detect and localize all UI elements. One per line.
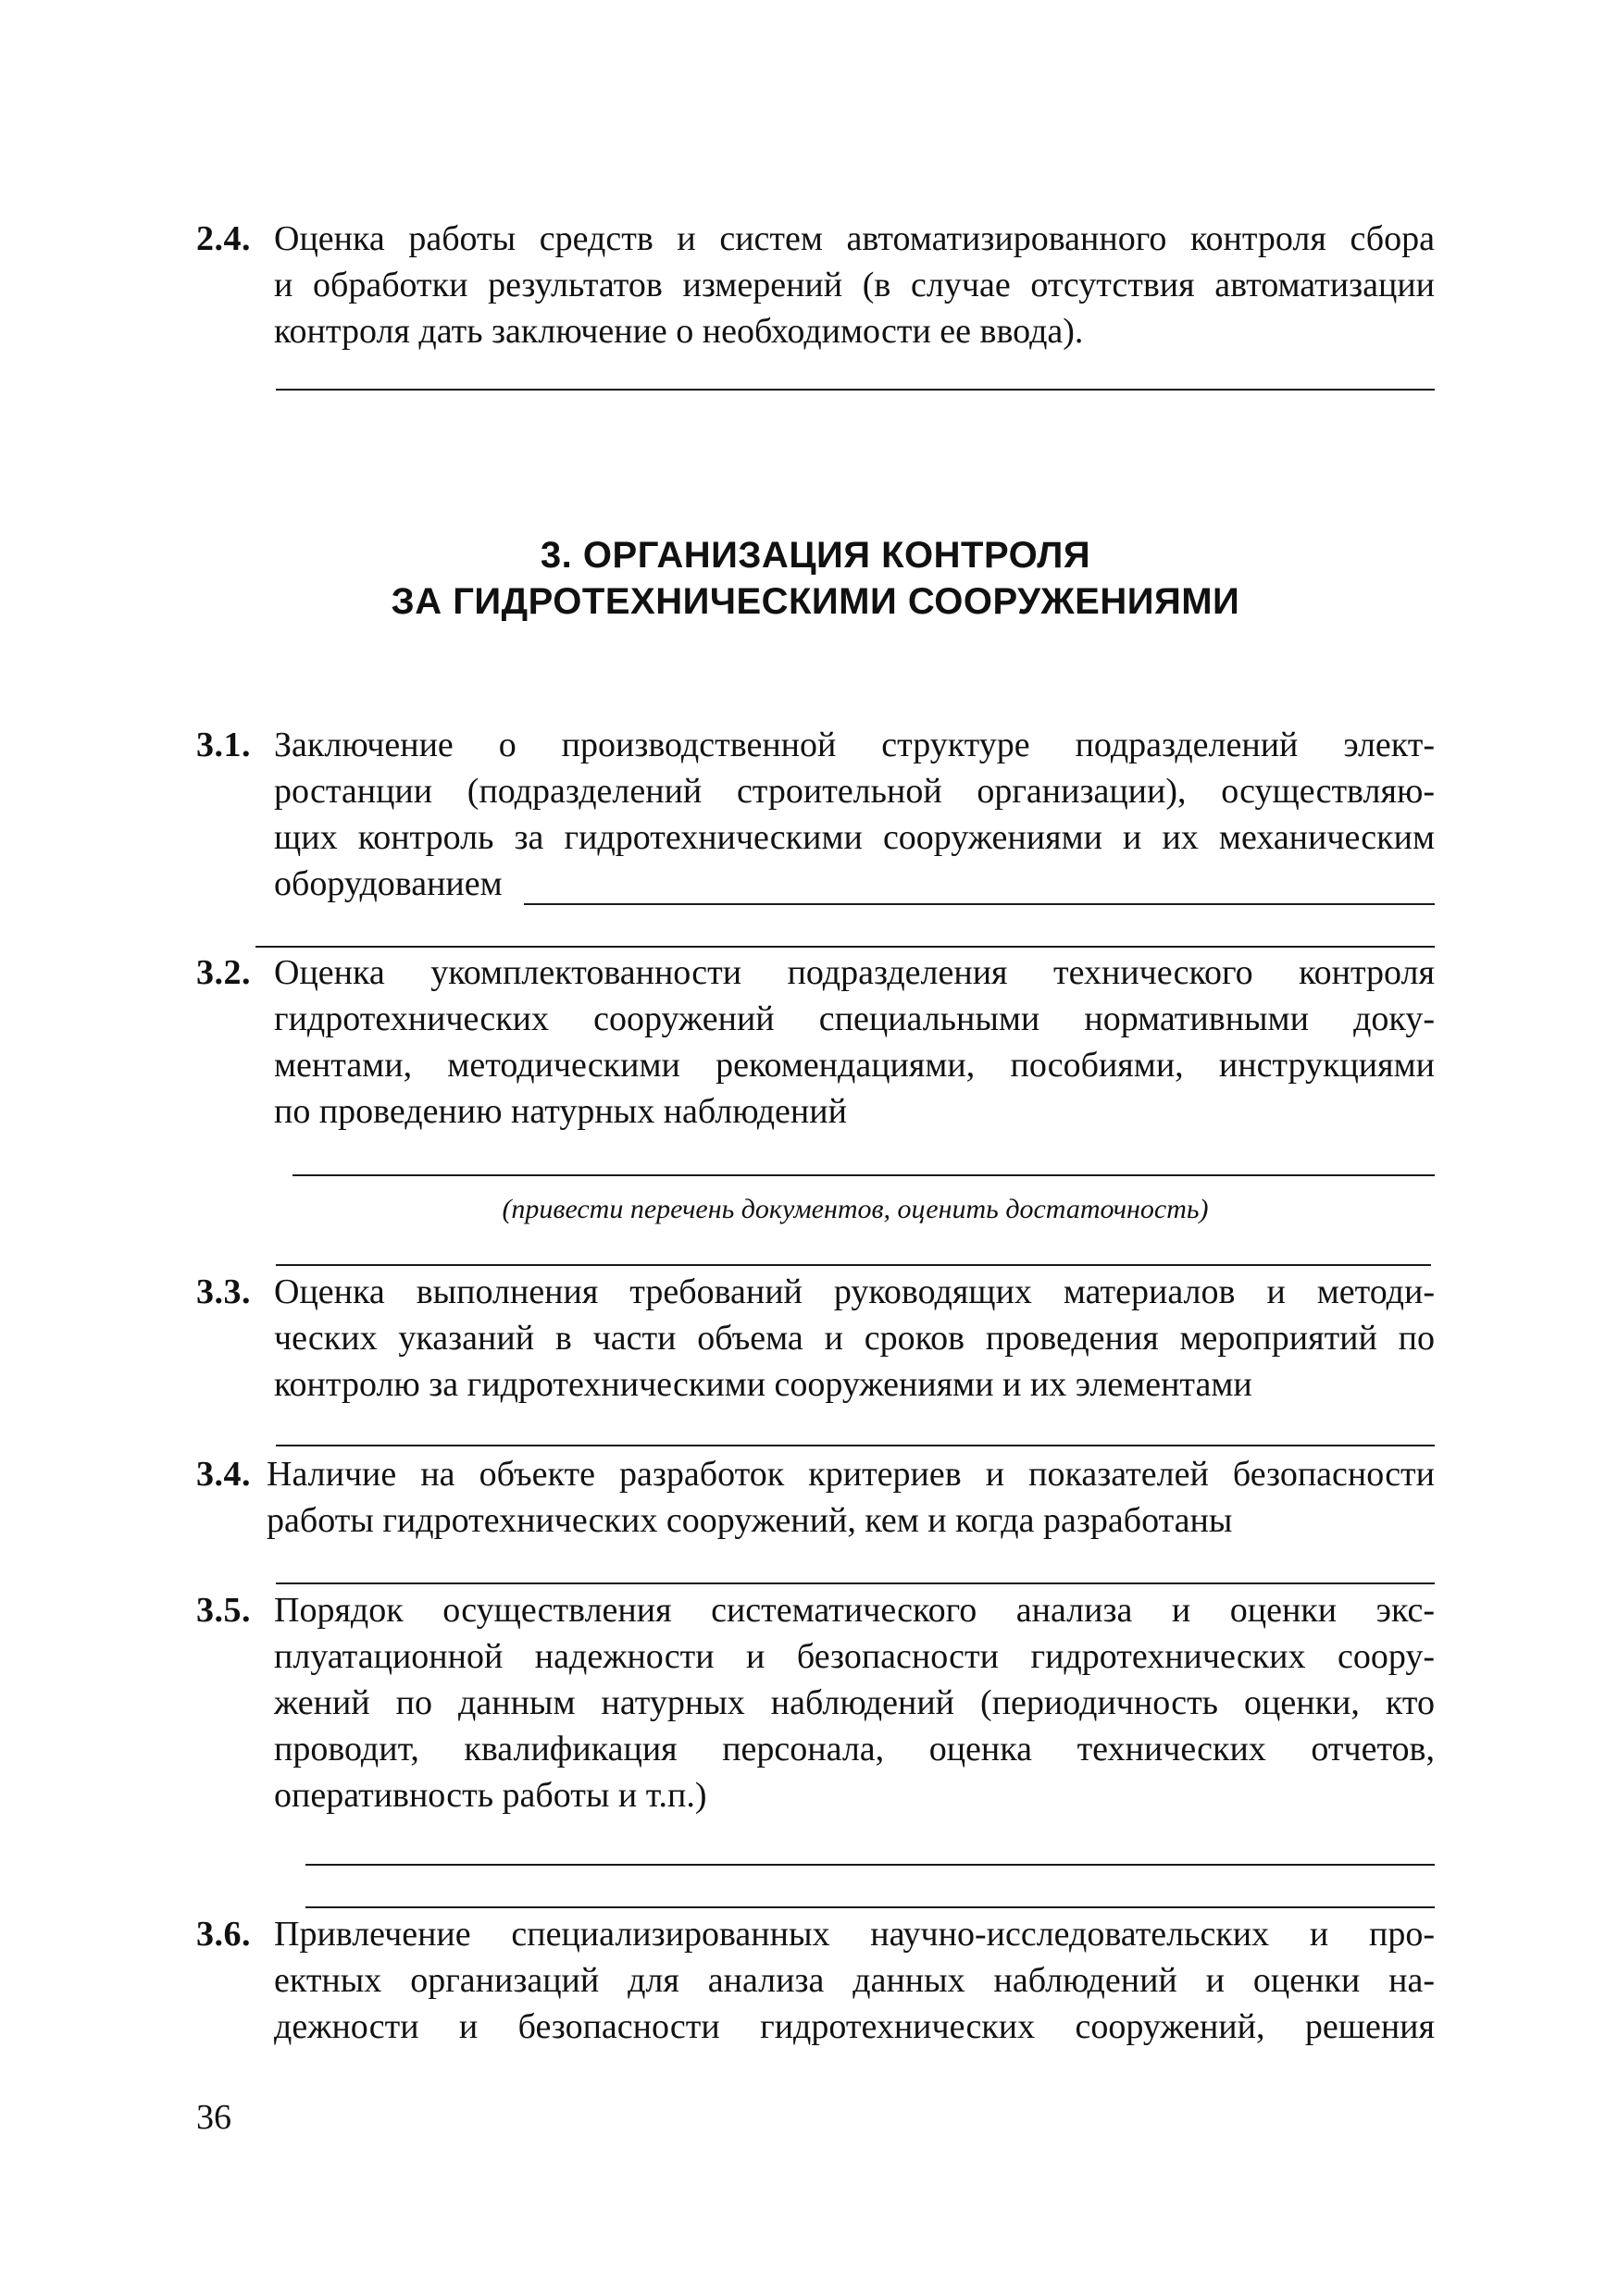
answer-line bbox=[276, 1582, 1435, 1584]
item-text-line: оперативность работы и т.п.) bbox=[274, 1776, 707, 1815]
section-heading-line: 3. ОРГАНИЗАЦИЯ КОНТРОЛЯ bbox=[540, 535, 1091, 576]
item-text-line: Наличие на объекте разработок критериев и показателей безопасности bbox=[267, 1455, 1435, 1494]
item-number: 3.6. bbox=[196, 1915, 251, 1954]
answer-line bbox=[292, 1174, 1435, 1176]
item-text-line: Привлечение специализированных научно-исследовательских и про- bbox=[274, 1915, 1435, 1954]
section-heading-line: ЗА ГИДРОТЕХНИЧЕСКИМИ СООРУЖЕНИЯМИ bbox=[391, 581, 1240, 622]
answer-line bbox=[305, 1864, 1435, 1866]
item-3-2 bbox=[196, 949, 1435, 1135]
answer-line bbox=[276, 389, 1435, 391]
item-text-line: и обработки результатов измерений (в случае отсутствия автоматизации bbox=[274, 266, 1435, 304]
item-text-line: щих контроль за гидротехническими сооружениями и их механическим bbox=[274, 818, 1435, 857]
item-3-3 bbox=[196, 1269, 1435, 1408]
answer-line bbox=[255, 946, 1435, 948]
answer-line bbox=[276, 1445, 1435, 1446]
item-text-line: гидротехнических сооружений специальными нормативными доку- bbox=[274, 999, 1435, 1038]
item-text-line: ческих указаний в части объема и сроков проведения мероприятий по bbox=[274, 1319, 1435, 1358]
page-number: 36 bbox=[196, 2098, 231, 2137]
item-text-line: жений по данным натурных наблюдений (периодичность оценки, кто bbox=[274, 1683, 1435, 1722]
item-number: 3.5. bbox=[196, 1591, 251, 1630]
item-text-line: работы гидротехнических сооружений, кем и когда разработаны bbox=[267, 1501, 1233, 1540]
item-text-line: плуатационной надежности и безопасности гидротехнических соору- bbox=[274, 1637, 1435, 1676]
caption-3-2: (привести перечень документов, оценить достаточность) bbox=[502, 1194, 1209, 1224]
item-text-line: ментами, методическими рекомендациями, пособиями, инструкциями bbox=[274, 1046, 1435, 1085]
item-number: 3.4. bbox=[196, 1455, 251, 1494]
item-text-line: контролю за гидротехническими сооружениями и их элементами bbox=[274, 1365, 1252, 1404]
item-text-line: Оценка работы средств и систем автоматизированного контроля сбора bbox=[274, 219, 1435, 258]
item-3-4 bbox=[196, 1451, 1435, 1544]
answer-line bbox=[305, 1906, 1435, 1908]
item-number: 2.4. bbox=[196, 219, 251, 258]
item-text-line: по проведению натурных наблюдений bbox=[274, 1092, 847, 1131]
item-3-5 bbox=[196, 1587, 1435, 1818]
item-text-line: дежности и безопасности гидротехнических сооружений, решения bbox=[274, 2007, 1435, 2046]
item-text-line: Оценка укомплектованности подразделения технического контроля bbox=[274, 953, 1435, 992]
item-text-line: Заключение о производственной структуре подразделений элект- bbox=[274, 726, 1435, 764]
answer-line bbox=[276, 1264, 1431, 1266]
item-text-line: оборудованием bbox=[274, 864, 503, 903]
item-number: 3.2. bbox=[196, 953, 251, 992]
item-text-line: ектных организаций для анализа данных наблюдений и оценки на- bbox=[274, 1961, 1435, 2000]
answer-line bbox=[524, 903, 1435, 905]
item-3-1 bbox=[196, 722, 1435, 907]
item-text-line: проводит, квалификация персонала, оценка технических отчетов, bbox=[274, 1730, 1435, 1769]
section-heading bbox=[196, 532, 1435, 625]
item-text-line: ростанции (подразделений строительной организации), осуществляю- bbox=[274, 772, 1435, 811]
item-text-line: Порядок осуществления систематического анализа и оценки экс- bbox=[274, 1591, 1435, 1630]
item-number: 3.3. bbox=[196, 1272, 251, 1311]
item-text-line: Оценка выполнения требований руководящих материалов и методи- bbox=[274, 1272, 1435, 1311]
item-2-4 bbox=[196, 216, 1435, 354]
item-text-line: контроля дать заключение о необходимости ее ввода). bbox=[274, 312, 1084, 351]
item-3-6 bbox=[196, 1911, 1435, 2050]
item-number: 3.1. bbox=[196, 726, 251, 764]
